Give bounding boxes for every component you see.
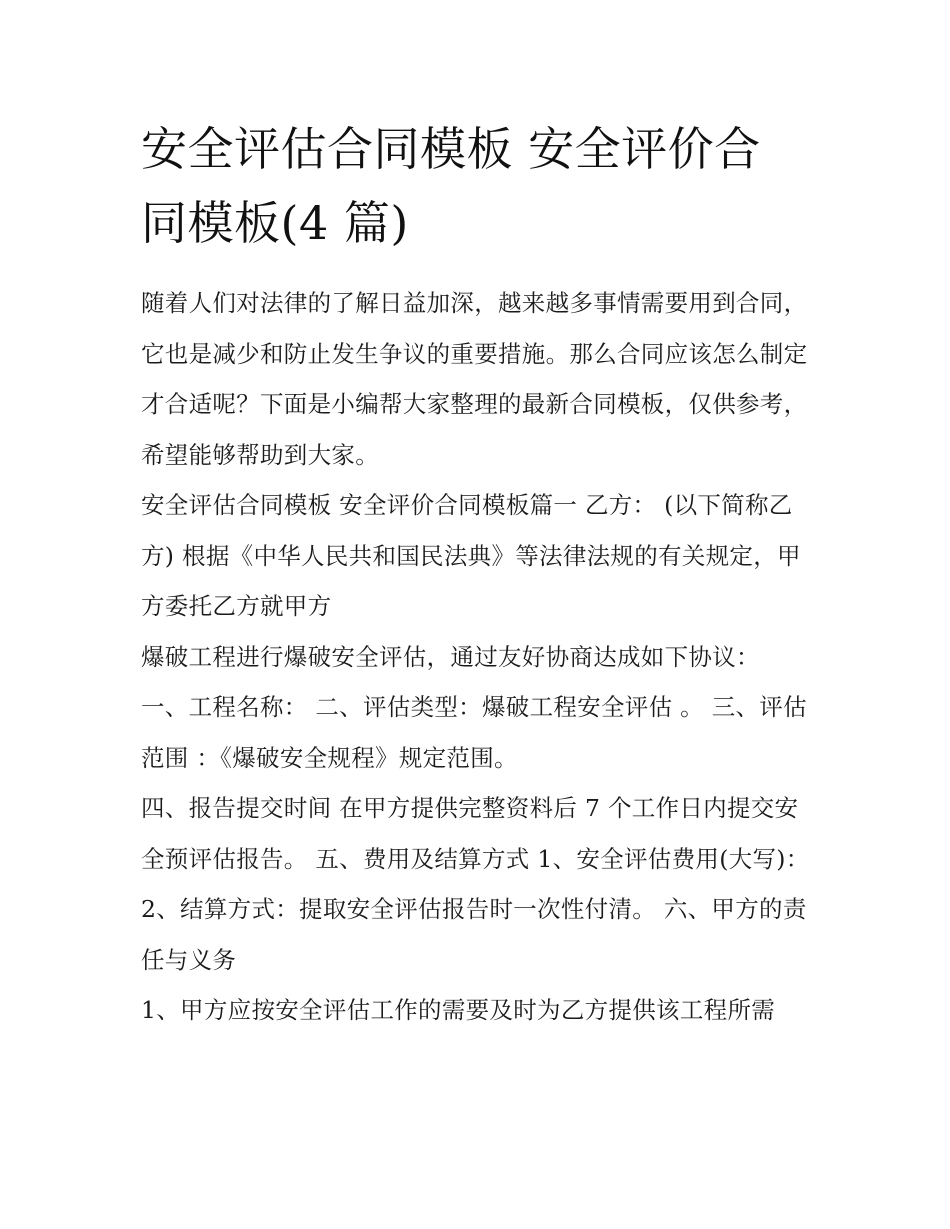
paragraph-parties: 安全评估合同模板 安全评价合同模板篇一 乙方： (以下简称乙方) 根据《中华人民共和国民法典》等法律法规的有关规定，甲方委托乙方就甲方 — [141, 491, 801, 620]
paragraph-agreement: 爆破工程进行爆破安全评估，通过友好协商达成如下协议： — [141, 642, 760, 671]
paragraph-settlement: 2、结算方式：提取安全评估报告时一次性付清。 六、甲方的责任与义务 — [141, 895, 807, 974]
document-body — [141, 112, 813, 1036]
document-title — [141, 112, 813, 260]
paragraph-intro: 随着人们对法律的了解日益加深，越来越多事情需要用到合同，它也是减少和防止发生争议的重要措施。那么合同应该怎么制定才合适呢？下面是小编帮大家整理的最新合同模板，仅供参考，希望能够帮助到大家。 — [141, 289, 808, 469]
title-line-2: 同模板(4 篇) — [141, 196, 409, 250]
paragraph-clauses-1-3: 一、工程名称： 二、评估类型：爆破工程安全评估 。 三、评估范围 ：《爆破安全规程》规定范围。 — [141, 693, 807, 772]
paragraph-party-a-duty: 1、甲方应按安全评估工作的需要及时为乙方提供该工程所需 — [141, 996, 776, 1024]
title-line-1: 安全评估合同模板 安全评价合 — [141, 122, 761, 176]
paragraph-clauses-4-5: 四、报告提交时间 在甲方提供完整资料后 7 个工作日内提交安全预评估报告。 五、费用及结算方式 1、安全评估费用(大写)： — [141, 794, 810, 873]
